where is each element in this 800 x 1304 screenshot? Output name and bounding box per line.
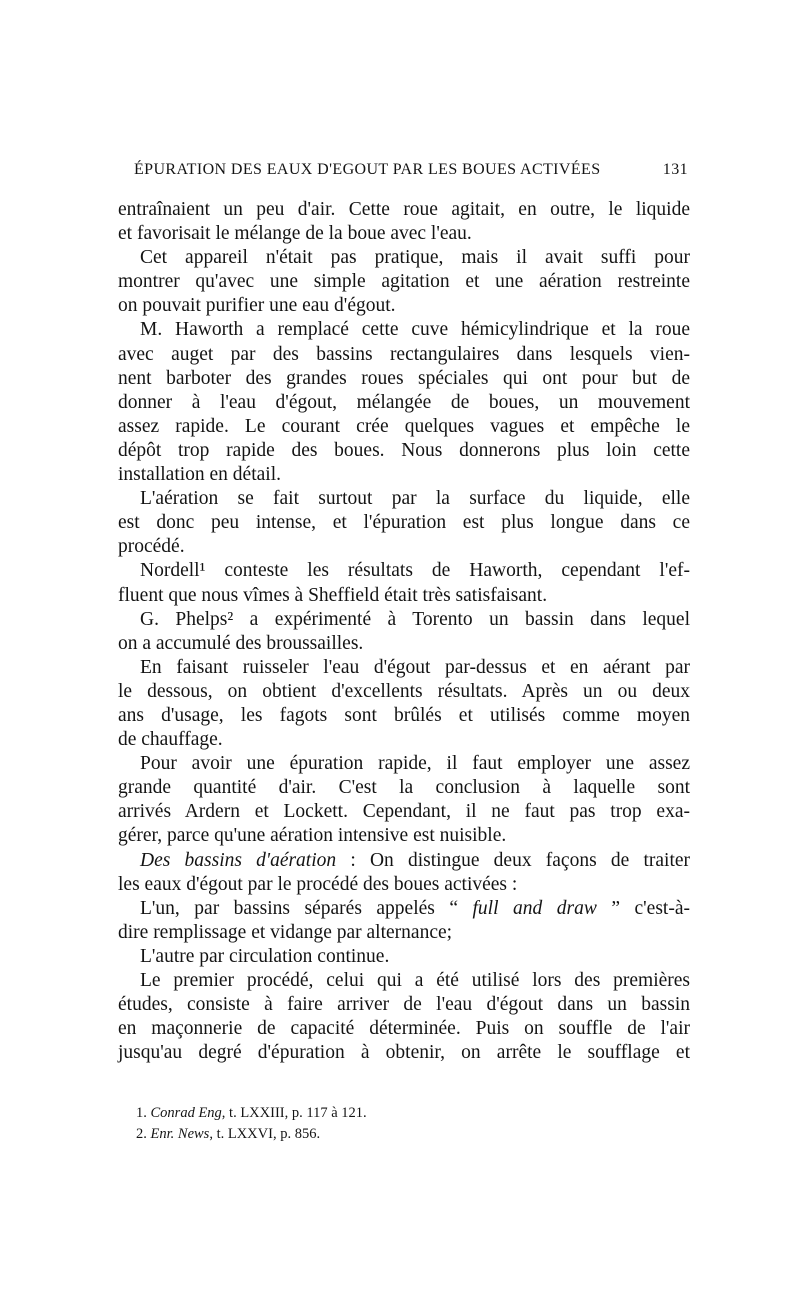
footnote-source: Conrad Eng bbox=[150, 1105, 222, 1121]
italic-heading: Des bassins d'aération bbox=[140, 849, 337, 871]
text-line: les eaux d'égout par le procédé des boues activées : bbox=[118, 873, 518, 895]
text-line: M. Haworth a remplacé cette cuve hémicylindrique et la roue bbox=[140, 319, 690, 341]
text-line: dire remplissage et vidange par alternance; bbox=[118, 921, 453, 943]
text-line: Nordell¹ conteste les résultats de Haworth, cependant l'ef- bbox=[140, 560, 690, 582]
text-line: installation en détail. bbox=[118, 464, 281, 486]
text-line: Des bassins d'aération : On distingue deux façons de traiter bbox=[140, 849, 691, 871]
text-line: on pouvait purifier une eau d'égout. bbox=[118, 295, 396, 317]
text-line: gérer, parce qu'une aération intensive est nuisible. bbox=[118, 825, 507, 847]
header-title: ÉPURATION DES EAUX D'EGOUT PAR LES BOUES ACTIVÉES bbox=[134, 161, 601, 178]
text-line: Pour avoir une épuration rapide, il faut employer une assez bbox=[140, 753, 690, 775]
italic-term: full and draw bbox=[472, 897, 597, 919]
text-line: et favorisait le mélange de la boue avec l'eau. bbox=[118, 223, 472, 245]
footnote-number: 2. bbox=[136, 1126, 151, 1142]
text-line: grande quantité d'air. C'est la conclusion à laquelle sont bbox=[118, 777, 690, 799]
text-line: le dessous, on obtient d'excellents résultats. Après un ou deux bbox=[118, 680, 690, 702]
footnote-reference: , t. LXXVI, p. 856. bbox=[209, 1126, 321, 1142]
text-line: procédé. bbox=[118, 536, 185, 558]
text-line: G. Phelps² a expérimenté à Torento un bassin dans lequel bbox=[140, 608, 690, 630]
footnote-reference: , t. LXXIII, p. 117 à 121. bbox=[221, 1105, 367, 1121]
footnote-source: Enr. News bbox=[150, 1126, 210, 1142]
text-line: L'aération se fait surtout par la surface du liquide, elle bbox=[140, 488, 690, 510]
text-line: Le premier procédé, celui qui a été utilisé lors des premières bbox=[140, 970, 690, 991]
running-header bbox=[134, 158, 688, 182]
footnote-number: 1. bbox=[136, 1105, 151, 1121]
footnotes bbox=[136, 1103, 556, 1145]
text-line: En faisant ruisseler l'eau d'égout par-dessus et en aérant par bbox=[140, 656, 690, 678]
text-line: assez rapide. Le courant crée quelques vagues et empêche le bbox=[118, 415, 690, 437]
text-line: on a accumulé des broussailles. bbox=[118, 632, 364, 654]
text-line: donner à l'eau d'égout, mélangée de boues, un mouvement bbox=[118, 391, 690, 413]
text-line: arrivés Ardern et Lockett. Cependant, il ne faut pas trop exa- bbox=[118, 801, 690, 823]
text-line: avec auget par des bassins rectangulaires dans lesquels vien- bbox=[118, 343, 690, 365]
page-number: 131 bbox=[662, 161, 688, 178]
text-line: ans d'usage, les fagots sont brûlés et utilisés comme moyen bbox=[118, 704, 690, 726]
text-line: études, consiste à faire arriver de l'eau d'égout dans un bassin bbox=[118, 994, 690, 1016]
text-line: jusqu'au degré d'épuration à obtenir, on arrête le soufflage et bbox=[118, 1042, 690, 1064]
text-line: L'autre par circulation continue. bbox=[140, 945, 390, 967]
text-line: dépôt trop rapide des boues. Nous donnerons plus loin cette bbox=[118, 439, 690, 461]
text-line: nent barboter des grandes roues spéciales qui ont pour but de bbox=[118, 367, 690, 389]
text-line: montrer qu'avec une simple agitation et une aération restreinte bbox=[118, 271, 690, 293]
text-line: entraînaient un peu d'air. Cette roue agitait, en outre, le liquide bbox=[118, 199, 690, 220]
text-line: est donc peu intense, et l'épuration est plus longue dans ce bbox=[118, 512, 690, 534]
text-line: en maçonnerie de capacité déterminée. Puis on souffle de l'air bbox=[118, 1018, 690, 1040]
footnote bbox=[136, 1124, 556, 1145]
text-line: de chauffage. bbox=[118, 729, 223, 751]
text-line: Cet appareil n'était pas pratique, mais il avait suffi pour bbox=[140, 247, 690, 269]
footnote bbox=[136, 1103, 556, 1124]
body-text bbox=[118, 198, 690, 1065]
text-line: L'un, par bassins séparés appelés “ full and draw ” c'est-à- bbox=[140, 897, 690, 919]
text-line: fluent que nous vîmes à Sheffield était très satisfaisant. bbox=[118, 584, 548, 606]
